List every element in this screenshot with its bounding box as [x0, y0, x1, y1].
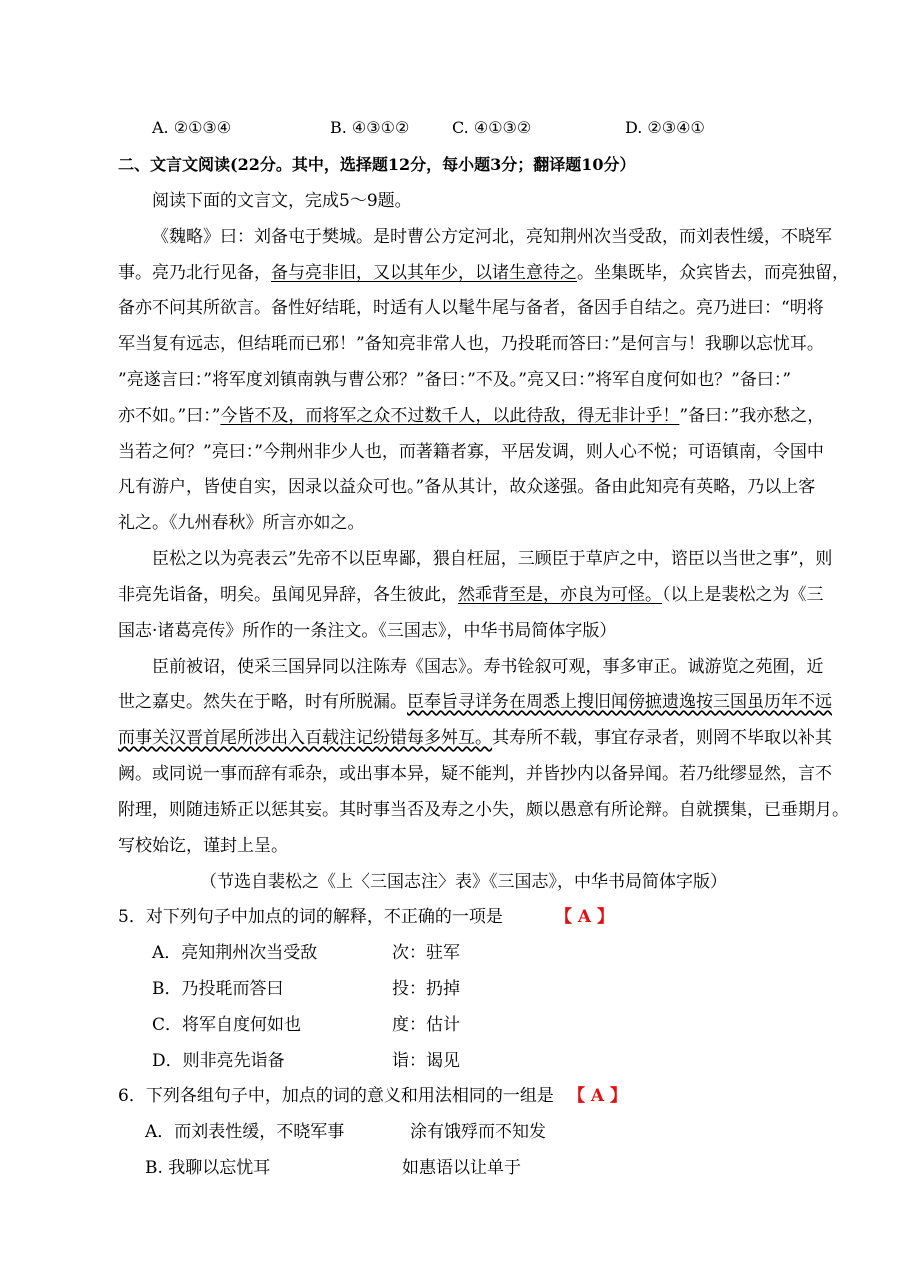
p1-line6: 亦不如。”曰：”今皆不及，而将军之众不过数千人，以此待敌，得无非计乎！”备曰：”我亦愁之，: [118, 406, 825, 426]
q5-option-d-gloss: 诣：谒见: [392, 1051, 460, 1071]
p1-line7: 当若之何？”亮曰：”今荆州非少人也，而著籍者寡，平居发调，则人心不悦；可语镇南，令国中: [118, 442, 824, 462]
p2-line1: 臣松之以为亮表云”先帝不以臣卑鄙，猥自枉屈，三顾臣于草庐之中，谘臣以当世之事”，则: [152, 549, 833, 569]
q5-option-a: A．亮知荆州次当受敌: [152, 943, 318, 963]
p1-line4: 军当复有远志，但结毦而已邪！”备知亮非常人也，乃投毦而答曰：”是何言与！我聊以忘忧耳。: [118, 334, 824, 354]
option-d: D. ②③④①: [625, 118, 705, 137]
option-c: C. ④①③②: [452, 118, 532, 137]
q6-option-b: B. 我聊以忘忧耳: [145, 1158, 271, 1178]
q5-option-c: C．将军自度何如也: [152, 1015, 302, 1035]
p3-line4: 阙。或同说一事而辞有乖杂，或出事本异，疑不能判，并皆抄内以备异闻。若乃纰缪显然，言不: [118, 764, 832, 784]
source-citation: （节选自裴松之《上〈三国志注〉表》《三国志》，中华书局简体字版）: [200, 872, 727, 892]
p1-line9: 礼之。《九州春秋》所言亦如之。: [118, 513, 365, 533]
q5-option-a-gloss: 次：驻军: [392, 943, 460, 963]
p3-line5: 附理，则随违矫正以惩其妄。其时事当否及寿之小失，颇以愚意有所论辩。自就撰集，已垂期月。: [118, 800, 849, 820]
q6-answer: 【 A 】: [568, 1086, 628, 1106]
wavy-underlined-text-1: 臣奉旨寻详务在周悉上搜旧闻傍摭遗逸按三国虽历年不远: [407, 692, 832, 712]
p3-line1: 臣前被诏，使采三国异同以注陈寿《国志》。寿书铨叙可观，事多审正。诚游览之苑囿，近: [152, 657, 824, 677]
underlined-sentence-3: 然乖背至是，亦良为可怪。: [458, 585, 662, 605]
option-b: B. ④③①②: [330, 118, 410, 137]
q5-option-d: D．则非亮先诣备: [152, 1051, 285, 1071]
q6-option-a: A．而刘表性缓，不晓军事: [145, 1122, 345, 1142]
p3-line2: 世之嘉史。然失在于略，时有所脱漏。臣奉旨寻详务在周悉上搜旧闻傍摭遗逸按三国虽历年不远: [118, 692, 832, 712]
q5-option-b: B．乃投毦而答曰: [152, 979, 284, 999]
q5-answer: 【 A 】: [555, 907, 615, 927]
underlined-sentence-1: 备与亮非旧，又以其年少，以诸生意待之: [271, 263, 577, 283]
p3-line6: 写校始讫，谨封上呈。: [118, 836, 288, 856]
p1-line8: 凡有游户，皆使自实，因录以益众可也。”备从其计，故众遂强。备由此知亮有英略，乃以上客: [118, 477, 816, 497]
p1-line3: 备亦不问其所欲言。备性好结毦，时适有人以髦牛尾与备者，备因手自结之。亮乃进曰：“明将: [118, 298, 824, 318]
p1-line2: 事。亮乃北行见备，备与亮非旧，又以其年少，以诸生意待之。坐集既毕，众宾皆去，而亮独留，: [118, 263, 849, 283]
instruction: 阅读下面的文言文，完成5～9题。: [152, 191, 412, 211]
p2-line3: 国志·诸葛亮传》所作的一条注文。《三国志》，中华书局简体字版）: [118, 621, 617, 641]
underlined-sentence-2: 今皆不及，而将军之众不过数千人，以此待敌，得无非计乎！: [220, 406, 680, 426]
p1-line5: ”亮遂言曰：”将军度刘镇南孰与曹公邪？”备曰：”不及。”亮又曰：”将军自度何如也？”备曰：”: [118, 370, 792, 390]
q5-option-c-gloss: 度：估计: [392, 1015, 460, 1035]
q6-option-a-gloss: 涂有饿殍而不知发: [410, 1122, 546, 1142]
p1-line1: 《魏略》曰：刘备屯于樊城。是时曹公方定河北，亮知荆州次当受敌，而刘表性缓，不晓军: [152, 227, 832, 247]
q5-stem: 5．对下列句子中加点的词的解释，不正确的一项是: [118, 907, 503, 927]
q5-option-b-gloss: 投：扔掉: [392, 979, 460, 999]
p2-line2: 非亮先诣备，明矣。虽闻见异辞，各生彼此，然乖背至是，亦良为可怪。（以上是裴松之为《三: [118, 585, 824, 605]
option-a: A. ②①③④: [152, 118, 232, 137]
p3-line3: 而事关汉晋首尾所涉出入百载注记纷错每多舛互。其寿所不载，事宜存录者，则罔不毕取以补其: [118, 728, 832, 748]
wavy-underlined-text-2: 而事关汉晋首尾所涉出入百载注记纷错每多舛互。: [118, 728, 492, 748]
q6-stem: 6．下列各组句子中，加点的词的意义和用法相同的一组是: [118, 1086, 554, 1106]
section-title: 二、文言文阅读(22分。其中，选择题12分，每小题3分；翻译题10分）: [118, 155, 636, 174]
q6-option-b-gloss: 如惠语以让单于: [402, 1158, 521, 1178]
